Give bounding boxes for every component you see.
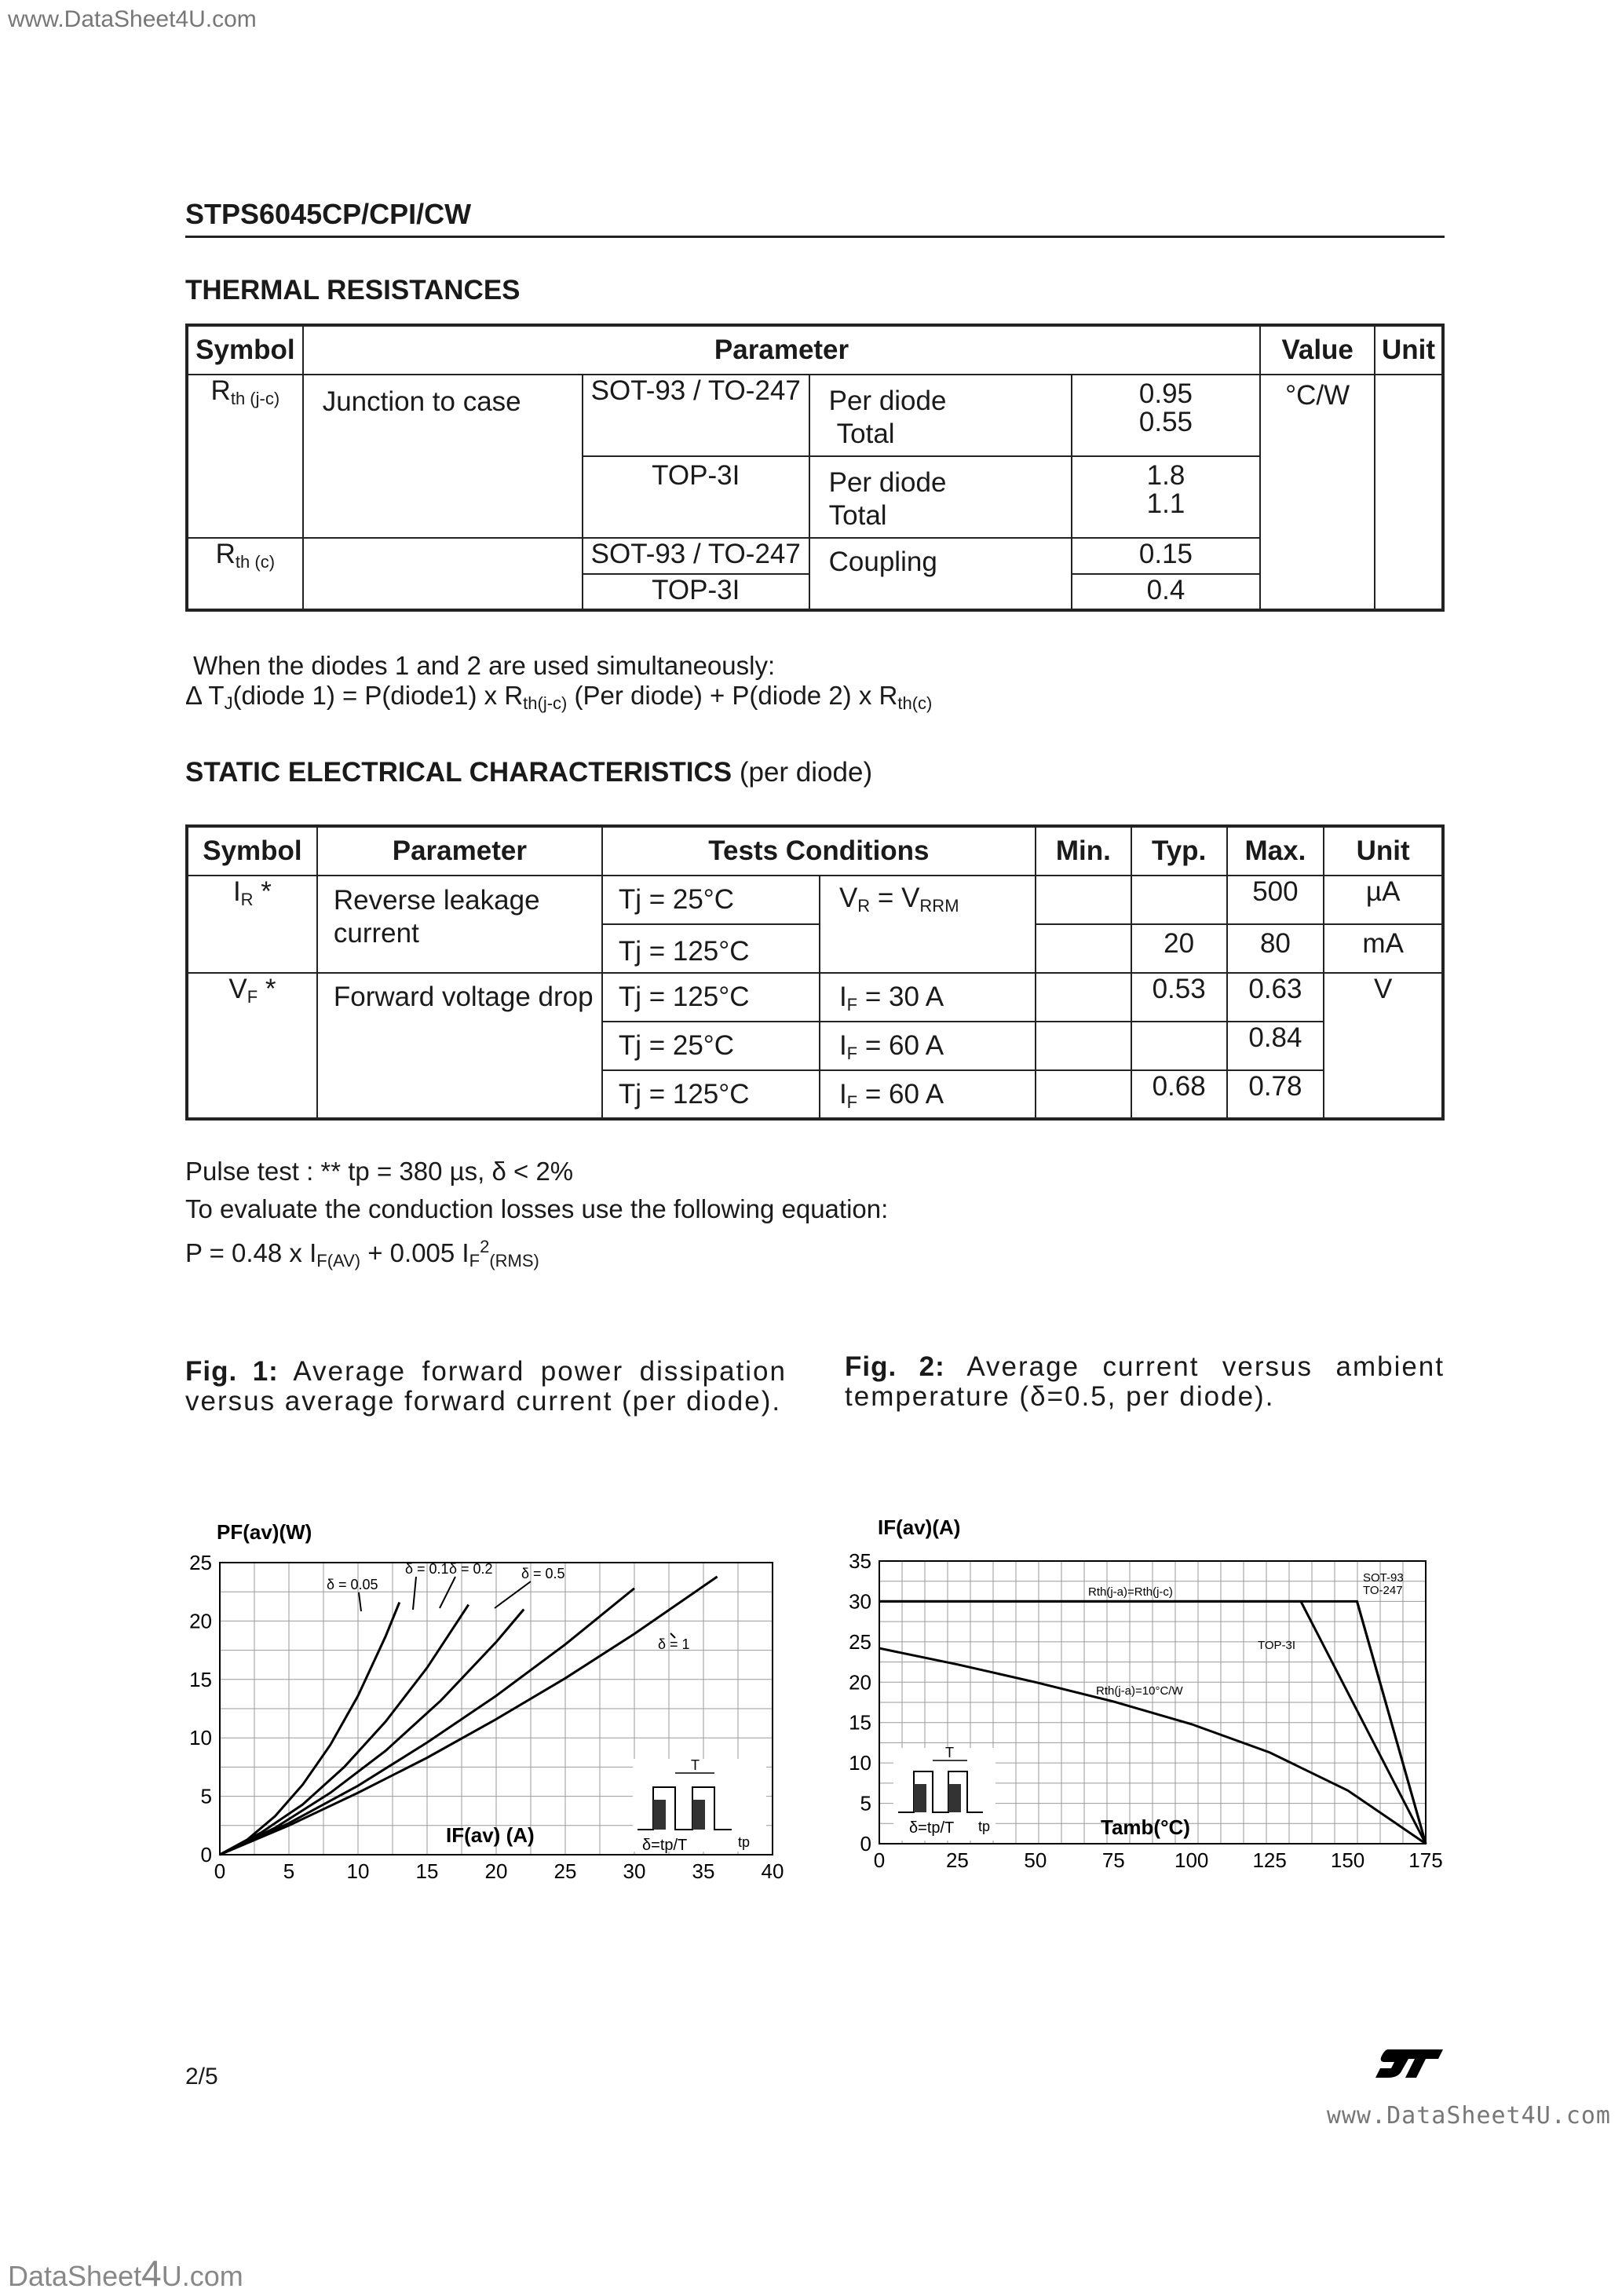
ir-min-2 — [1036, 924, 1131, 973]
fig1-ylabel: PF(av)(W) — [217, 1520, 312, 1544]
sh-tests: Tests Conditions — [602, 826, 1036, 876]
if-60-b: $I_F = 60$ A — [820, 1070, 1036, 1119]
if-30: $I_F = 30$ A — [820, 973, 1036, 1022]
value-coupling-1: 0.15 — [1072, 538, 1261, 574]
fig2-label-top3i: TOP-3I — [1258, 1639, 1296, 1652]
vf-max-2: 0.84 — [1227, 1022, 1324, 1070]
f2-y-tick-label: 10 — [849, 1751, 871, 1775]
thermal-unit: °C/W — [1260, 375, 1375, 610]
pkg-sot93-c: SOT-93 / TO-247 — [583, 538, 809, 574]
fig2-label-to247: TO-247 — [1363, 1584, 1403, 1597]
fig2-label-sot93: SOT-93 — [1363, 1571, 1404, 1585]
fig2-caption: Fig. 2: Average current versus ambient temperature (δ=0.5, per diode). — [845, 1351, 1445, 1412]
th-unit: Unit — [1375, 325, 1443, 375]
st-logo-mark — [1374, 2046, 1445, 2081]
f2-x-tick-label: 25 — [945, 1848, 969, 1872]
loss-equation: P = 0.48 x $I_{F(AV)} + 0.005$ $I_F^2_{(RMS)}$ — [185, 1237, 539, 1270]
vr-condition: $V_R = V_{RRM}$ — [820, 876, 1036, 973]
fig1-series-label: δ = 0.1 — [405, 1561, 449, 1577]
f1-x-tick-label: 20 — [484, 1859, 508, 1883]
fig1-inset-tp: tp — [738, 1834, 751, 1850]
f2-y-tick-label: 15 — [849, 1710, 871, 1735]
th-symbol: Symbol — [187, 325, 303, 375]
f1-x-tick-label: 25 — [553, 1859, 577, 1883]
fig1-xlabel: IF(av) (A) — [446, 1823, 535, 1847]
fig1-series-label: δ = 1 — [658, 1636, 690, 1652]
ir-unit-1: µA — [1324, 876, 1443, 924]
ir-max-2: 80 — [1227, 924, 1324, 973]
fig1-series-label: δ = 0.5 — [521, 1566, 565, 1581]
sh-min: Min. — [1036, 826, 1131, 876]
fig2-xlabel: Tamb(°C) — [1101, 1815, 1190, 1839]
f1-series-line — [220, 1605, 469, 1855]
fig1-inset-delta: δ=tp/T — [642, 1837, 688, 1854]
f1-y-tick-label: 15 — [189, 1667, 212, 1691]
fig1-chart — [173, 1508, 801, 1900]
perdiode-total-1: Per diode Total — [809, 375, 1072, 456]
sh-unit: Unit — [1324, 826, 1443, 876]
vf-symbol: $V_F$ * — [187, 973, 317, 1119]
f1-series-line — [220, 1610, 524, 1855]
vf-unit: V — [1324, 973, 1443, 1119]
tj125-3: Tj = 125°C — [602, 1070, 820, 1119]
simultaneous-equation: Δ $T_J(diode$ 1) = P(diode1) x $R_{th(j-c)}$ (Per diode) + P(diode 2) x $R_{th(c)}$ — [185, 681, 933, 713]
fig1-caption: Fig. 1: Average forward power dissipation versus average forward current (per diode). — [185, 1356, 787, 1417]
f1-y-tick-label: 20 — [189, 1609, 212, 1633]
watermark-right[interactable]: www.DataSheet4U.com — [1326, 2102, 1611, 2130]
f2-x-tick-label: 125 — [1252, 1848, 1287, 1872]
ir-symbol: $I_R$ * — [187, 876, 317, 973]
fig1-label-arrow — [413, 1577, 416, 1610]
rth-jc-symbol: $R_{th (j-c)}$ — [187, 375, 303, 538]
f2-x-tick-label: 100 — [1174, 1848, 1209, 1872]
rth-c-param — [303, 538, 583, 610]
f2-x-tick-label: 150 — [1330, 1848, 1365, 1872]
fig2-label-rthjc: Rth(j-a)=Rth(j-c) — [1088, 1585, 1173, 1599]
vf-max-1: 0.63 — [1227, 973, 1324, 1022]
watermark-bottom[interactable]: DataSheet4U.com — [8, 2253, 243, 2294]
thermal-heading: THERMAL RESISTANCES — [185, 275, 521, 305]
fig1-duty-inset — [633, 1757, 766, 1854]
title-rule — [185, 236, 1445, 238]
pkg-sot93: SOT-93 / TO-247 — [583, 375, 809, 456]
vf-param: Forward voltage drop — [317, 973, 602, 1119]
fig1-inset-T: T — [691, 1757, 700, 1773]
if-60-a: $I_F = 60$ A — [820, 1022, 1036, 1070]
vf-typ-1: 0.53 — [1131, 973, 1227, 1022]
values-1: 0.95 0.55 — [1072, 375, 1261, 456]
f2-y-tick-label: 35 — [849, 1549, 871, 1573]
thermal-header-row — [187, 325, 1443, 375]
thermal-table — [185, 324, 1445, 612]
vf-typ-2 — [1131, 1022, 1227, 1070]
page-number: 2/5 — [185, 2064, 218, 2089]
fig1-series-label: δ = 0.05 — [327, 1577, 378, 1592]
static-row — [187, 876, 1443, 924]
f1-x-tick-label: 30 — [623, 1859, 646, 1883]
f1-y-tick-label: 0 — [200, 1843, 212, 1866]
vf-min-2 — [1036, 1022, 1131, 1070]
fig2-annotations — [1088, 1571, 1404, 1698]
fig2-label-rth10: Rth(j-a)=10°C/W — [1096, 1684, 1183, 1698]
f2-x-tick-label: 75 — [1101, 1848, 1125, 1872]
fig1-inset-pulse1 — [653, 1800, 666, 1830]
f2-x-tick-label: 50 — [1024, 1848, 1047, 1872]
sh-max: Max. — [1227, 826, 1324, 876]
f2-x-tick-label: 175 — [1408, 1848, 1443, 1872]
fig1-inset-pulse2 — [692, 1800, 705, 1830]
tj125-1: Tj = 125°C — [602, 924, 820, 973]
f2-y-tick-label: 20 — [849, 1670, 871, 1695]
f1-x-tick-label: 10 — [346, 1859, 370, 1883]
fig2-ylabel: IF(av)(A) — [878, 1515, 961, 1539]
ir-typ-2: 20 — [1131, 924, 1227, 973]
f2-y-tick-label: 0 — [860, 1832, 871, 1855]
f1-x-tick-label: 40 — [761, 1859, 784, 1883]
fig1-label-arrow — [495, 1581, 531, 1608]
f1-x-tick-label: 35 — [692, 1859, 715, 1883]
fig2-inset-T: T — [945, 1745, 954, 1760]
th-value: Value — [1260, 325, 1375, 375]
sh-parameter: Parameter — [317, 826, 602, 876]
ir-unit-2: mA — [1324, 924, 1443, 973]
f1-x-tick-label: 5 — [283, 1859, 295, 1883]
rth-jc-param: Junction to case — [303, 375, 583, 538]
th-parameter: Parameter — [303, 325, 1261, 375]
f2-x-tick-label: 0 — [873, 1848, 886, 1872]
fig1-series-labels — [327, 1561, 690, 1652]
ir-min-1 — [1036, 876, 1131, 924]
static-table — [185, 824, 1445, 1121]
static-row — [187, 973, 1443, 1022]
watermark-top[interactable]: www.DataSheet4U.com — [8, 6, 257, 32]
thermal-row — [187, 375, 1443, 456]
pkg-top3i: TOP-3I — [583, 456, 809, 538]
vf-min-3 — [1036, 1070, 1131, 1119]
vf-typ-3: 0.68 — [1131, 1070, 1227, 1119]
coupling: Coupling — [809, 538, 1072, 610]
sh-typ: Typ. — [1131, 826, 1227, 876]
ir-typ-1 — [1131, 876, 1227, 924]
f1-x-tick-label: 15 — [415, 1859, 439, 1883]
st-logo — [1374, 2046, 1445, 2081]
fig1-label-arrow — [440, 1577, 455, 1608]
fig2-inset-tp: tp — [978, 1819, 991, 1834]
f1-y-tick-label: 5 — [200, 1784, 212, 1808]
fig1-label-arrow — [359, 1592, 361, 1611]
value-coupling-2: 0.4 — [1072, 574, 1261, 610]
tj25-1: Tj = 25°C — [602, 876, 820, 924]
values-2: 1.8 1.1 — [1072, 456, 1261, 538]
fig2-chart — [832, 1508, 1460, 1900]
f1-x-tick-label: 0 — [214, 1859, 226, 1883]
static-header-row — [187, 826, 1443, 876]
perdiode-total-2: Per diode Total — [809, 456, 1072, 538]
ir-max-1: 500 — [1227, 876, 1324, 924]
document-title: STPS6045CP/CPI/CW — [185, 198, 472, 230]
st-logo-shape — [1375, 2049, 1443, 2078]
evaluate-note: To evaluate the conduction losses use the following equation: — [185, 1194, 889, 1223]
simultaneous-note: When the diodes 1 and 2 are used simultaneously: — [193, 651, 776, 680]
f2-y-tick-label: 5 — [860, 1791, 871, 1815]
fig2-inset-delta: δ=tp/T — [909, 1819, 955, 1837]
ir-param: Reverse leakage current — [317, 876, 602, 973]
rth-c-symbol: $R_{th (c)}$ — [187, 538, 303, 610]
tj125-2: Tj = 125°C — [602, 973, 820, 1022]
f1-y-tick-label: 25 — [189, 1551, 212, 1574]
thermal-row — [187, 538, 1443, 574]
vf-min-1 — [1036, 973, 1131, 1022]
pulse-note: Pulse test : ** tp = 380 µs, δ < 2% — [185, 1157, 574, 1186]
vf-max-3: 0.78 — [1227, 1070, 1324, 1119]
fig2-inset-pulse1 — [914, 1784, 926, 1812]
fig1-series-label: δ = 0.2 — [449, 1561, 493, 1577]
static-heading: STATIC ELECTRICAL CHARACTERISTICS (per diode) — [185, 757, 873, 788]
sh-symbol: Symbol — [187, 826, 317, 876]
f1-y-tick-label: 10 — [189, 1726, 212, 1750]
tj25-2: Tj = 25°C — [602, 1022, 820, 1070]
pkg-top3i-c: TOP-3I — [583, 574, 809, 610]
fig2-inset-pulse2 — [948, 1784, 961, 1812]
f2-y-tick-label: 25 — [849, 1629, 871, 1654]
fig2-duty-inset — [893, 1745, 995, 1841]
f2-y-tick-label: 30 — [849, 1589, 871, 1614]
